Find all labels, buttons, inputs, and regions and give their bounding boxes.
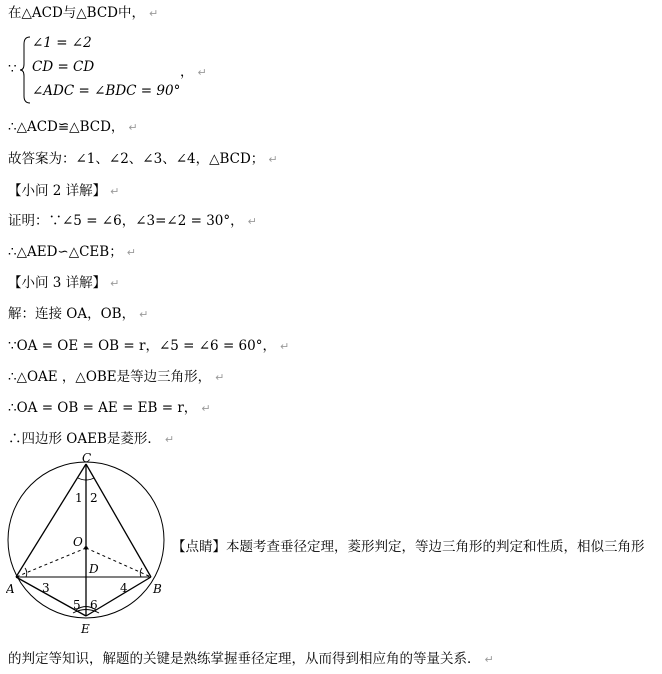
para-mark: ↵ (197, 66, 207, 79)
label-B: B (153, 582, 162, 596)
angle-label-1: 1 (75, 491, 83, 505)
section-heading: 【小问 2 详解】 (8, 183, 107, 199)
text-line-13 (8, 430, 174, 449)
system-tail-text: ， (180, 64, 194, 80)
text-line-5 (8, 182, 119, 201)
label-E: E (81, 622, 90, 636)
para-mark: ↵ (126, 246, 136, 259)
angle-label-6: 6 (90, 598, 98, 612)
system-row-3: ∠ADC = ∠BDC = 90° (32, 83, 181, 99)
text-line-1 (8, 4, 158, 23)
center-point (84, 546, 88, 550)
para-mark: ↵ (128, 121, 138, 134)
system-tail (180, 60, 207, 80)
text-line-4 (8, 150, 278, 169)
line-text: 故答案为：∠1、∠2、∠3、∠4，△BCD； (8, 151, 265, 167)
angle-arc-A (25, 568, 27, 577)
text-line-3 (8, 118, 138, 137)
text-line-8 (8, 274, 119, 293)
text-line-6 (8, 212, 257, 231)
label-O: O (73, 535, 83, 549)
angle-label-3: 3 (42, 581, 50, 595)
line-text: 在△ACD与△BCD中， (8, 5, 145, 21)
para-mark: ↵ (110, 277, 120, 290)
para-mark: ↵ (247, 215, 257, 228)
left-brace (20, 36, 32, 104)
text-line-12 (8, 399, 211, 418)
segment-CA (16, 464, 86, 577)
line-text: ∵OA = OE = OB = r，∠5 = ∠6 = 60°， (8, 338, 276, 354)
para-mark: ↵ (484, 653, 494, 666)
line-text: ∴OA = OB = AE = EB = r， (8, 400, 198, 416)
text-line-10 (8, 337, 289, 356)
para-mark: ↵ (279, 340, 290, 353)
line-text: ∴△OAE ，△OBE是等边三角形， (8, 369, 212, 385)
angle-label-4: 4 (120, 581, 128, 595)
note-paragraph-1 (172, 538, 645, 556)
text-line-7 (8, 243, 136, 262)
line-text: ∴△AED∽△CEB； (8, 244, 123, 260)
equation-system (8, 34, 228, 106)
label-C: C (82, 452, 92, 465)
para-mark: ↵ (110, 185, 120, 198)
note-text: 的判定等知识，解题的关键是熟练掌握垂径定理，从而得到相应角的等量关系． (8, 651, 481, 667)
line-text: ∴四边形 OAEB是菱形． (8, 431, 161, 447)
text-line-11 (8, 368, 224, 387)
line-text: 证明：∵∠5 = ∠6，∠3=∠2 = 30°， (8, 213, 244, 229)
label-A: A (6, 582, 15, 596)
angle-label-2: 2 (90, 491, 98, 505)
para-mark: ↵ (149, 7, 159, 20)
segment-CB (86, 464, 151, 577)
para-mark: ↵ (201, 402, 211, 415)
angle-label-5: 5 (73, 598, 81, 612)
para-mark: ↵ (139, 308, 149, 321)
para-mark: ↵ (164, 433, 175, 446)
because-symbol: ∵ (8, 61, 17, 77)
note-paragraph-2 (8, 650, 494, 669)
geometry-figure (6, 452, 166, 637)
line-text: 解：连接 OA，OB， (8, 306, 136, 322)
para-mark: ↵ (268, 153, 278, 166)
system-row-1: ∠1 = ∠2 (32, 35, 92, 51)
label-D: D (89, 562, 99, 576)
text-line-9 (8, 305, 148, 324)
system-row-2: CD = CD (32, 59, 95, 75)
section-heading: 【小问 3 详解】 (8, 275, 107, 291)
note-text: 【点睛】本题考查垂径定理，菱形判定，等边三角形的判定和性质，相似三角形 (172, 539, 645, 555)
para-mark: ↵ (215, 371, 225, 384)
line-text: ∴△ACD≌△BCD， (8, 119, 125, 135)
